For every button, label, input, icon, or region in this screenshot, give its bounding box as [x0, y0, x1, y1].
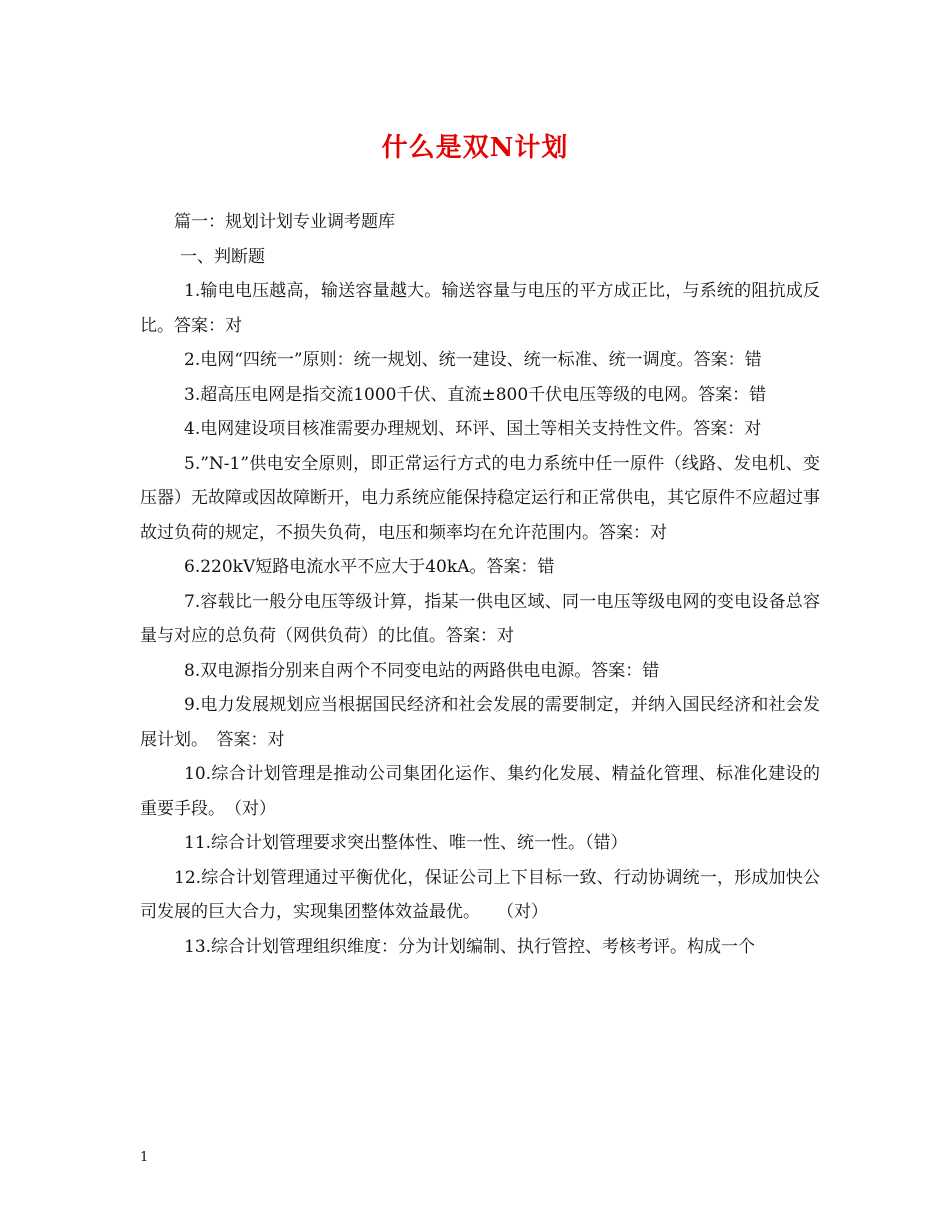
question-item: 9.电力发展规划应当根据国民经济和社会发展的需要制定，并纳入国民经济和社会发展计划。 答案：对 [140, 695, 820, 750]
question-item: 8.双电源指分别来自两个不同变电站的两路供电电源。答案：错 [184, 660, 660, 681]
question-item: 11.综合计划管理要求突出整体性、唯一性、统一性。（错） [184, 833, 628, 853]
question-type-heading: 一、判断题 [180, 246, 265, 267]
question-item: 12.综合计划管理通过平衡优化，保证公司上下目标一致、行动协调统一，形成加快公司发展的巨大合力，实现集团整体效益最优。 （对） [140, 867, 820, 922]
question-item: 7.容载比一般分电压等级计算，指某一供电区域、同一电压等级电网的变电设备总容量与对应的总负荷（网供负荷）的比值。答案：对 [140, 591, 820, 646]
question-item: 3.超高压电网是指交流1000千伏、直流±800千伏电压等级的电网。答案：错 [184, 384, 767, 405]
document-title: 什么是双N计划 [381, 133, 569, 163]
question-item: 5.”N-1”供电安全原则，即正常运行方式的电力系统中任一原件（线路、发电机、变压器）无故障或因故障断开，电力系统应能保持稳定运行和正常供电，其它原件不应超过事故过负荷的规定，不损失负荷，电压和频率均在允许范围内。答案：对 [140, 453, 820, 543]
page-number: 1 [140, 1150, 149, 1165]
question-item: 1.输电电压越高，输送容量越大。输送容量与电压的平方成正比，与系统的阻抗成反比。答案：对 [140, 281, 820, 336]
question-item: 4.电网建设项目核准需要办理规划、环评、国土等相关支持性文件。答案：对 [184, 419, 762, 439]
question-item: 2.电网“四统一”原则：统一规划、统一建设、统一标准、统一调度。答案：错 [184, 350, 762, 370]
document-body [140, 205, 820, 964]
question-item: 13.综合计划管理组织维度：分为计划编制、执行管控、考核考评。构成一个 [184, 936, 756, 957]
section-title: 篇一：规划计划专业调考题库 [174, 212, 395, 232]
question-item: 6.220kV短路电流水平不应大于40kA。答案：错 [184, 557, 555, 577]
question-item: 10.综合计划管理是推动公司集团化运作、集约化发展、精益化管理、标准化建设的重要手段。 （对） [140, 764, 820, 819]
